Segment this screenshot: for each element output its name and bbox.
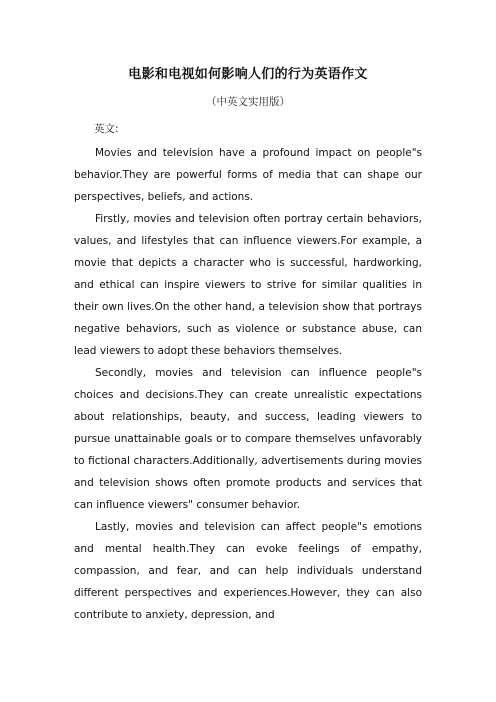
document-body <box>74 142 422 626</box>
document-title: 电影和电视如何影响人们的行为英语作文 <box>128 67 368 82</box>
paragraph-4: Lastly, movies and television can affect people"s emotions and mental health.They can evoke feelings of empathy, compassion, and fear, and can help individuals understand different perspectives and experiences.However, they can also contribute to anxiety, depression, and <box>74 521 422 621</box>
section-label: 英文: <box>94 123 119 135</box>
paragraph-3: Secondly, movies and television can influence people"s choices and decisions.They can create unrealistic expectations about relationships, beauty, and success, leading viewers to pursue unattainable goals or to compare themselves unfavorably to fictional characters.Additionally, advertisements during movies and television shows often promote products and services that can influence viewers" consumer behavior. <box>74 367 422 511</box>
paragraph-2: Firstly, movies and television often portray certain behaviors, values, and lifestyles that can influence viewers.For example, a movie that depicts a character who is successful, hardworking, and ethical can inspire viewers to strive for similar qualities in their own lives.On the other hand, a television show that portrays negative behaviors, such as violence or substance abuse, can lead viewers to adopt these behaviors themselves. <box>74 213 422 357</box>
paragraph-1: Movies and television have a profound impact on people"s behavior.They are powerful forms of media that can shape our perspectives, beliefs, and actions. <box>74 147 422 203</box>
document-subtitle: （中英文实用版） <box>206 96 290 108</box>
